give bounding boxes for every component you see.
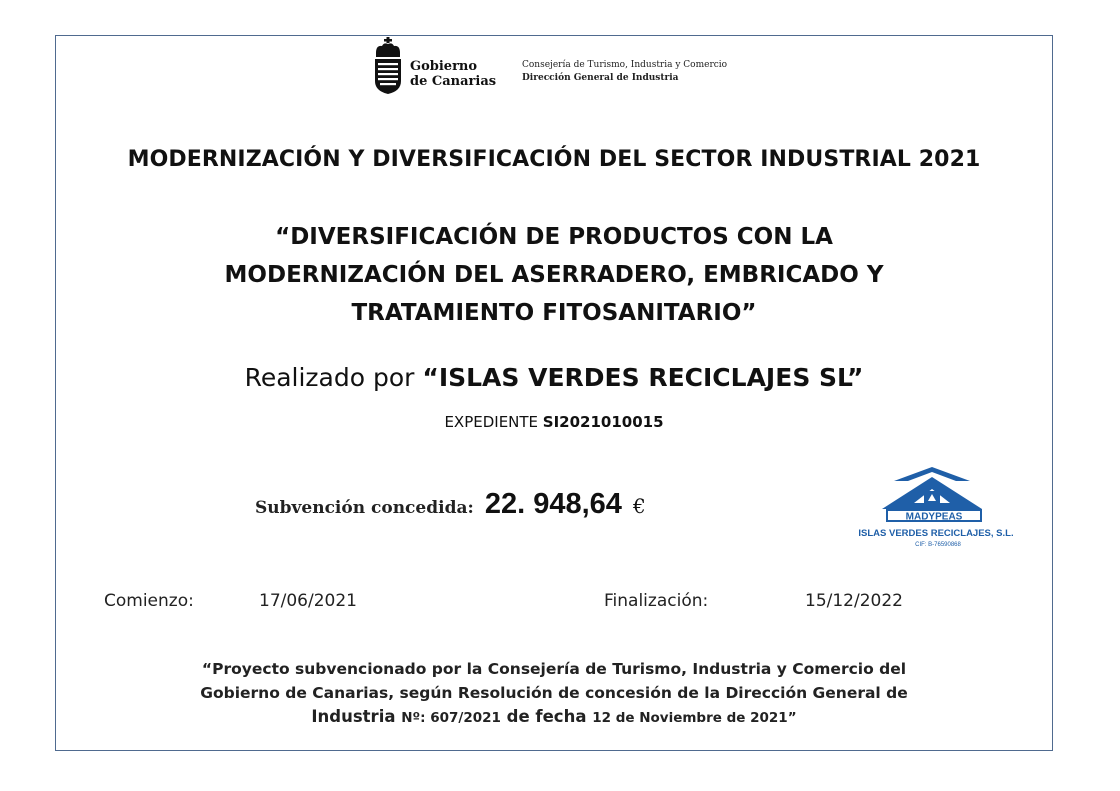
expediente-line (55, 413, 1053, 431)
resolution-date: 12 de Noviembre de 2021” (592, 710, 797, 726)
end-label: Finalización: (604, 591, 709, 611)
government-header (371, 37, 791, 95)
gobierno-line2: de Canarias (410, 74, 497, 89)
logo-subtitle: ISLAS VERDES RECICLAJES, S.L. (858, 528, 1014, 539)
end-date: 15/12/2022 (805, 591, 903, 611)
start-label: Comienzo: (104, 591, 194, 611)
canarias-crest-icon (371, 37, 405, 95)
program-title: MODERNIZACIÓN Y DIVERSIFICACIÓN DEL SECTOR INDUSTRIAL 2021 (127, 147, 981, 172)
funding-note-line: Gobierno de Canarias, según Resolución de concesión de la Dirección General de (200, 684, 908, 702)
project-title (55, 218, 1053, 332)
funding-note-industria: Industria (311, 707, 402, 726)
made-by-prefix: Realizado por (244, 363, 423, 392)
consejeria-block (522, 59, 727, 85)
expediente-number: SI2021010015 (542, 413, 664, 431)
project-title-line: MODERNIZACIÓN DEL ASERRADERO, EMBRICADO Y (224, 262, 884, 288)
funding-note-de-fecha: de fecha (500, 707, 593, 726)
subsidy-label: Subvención concedida: (255, 498, 474, 518)
subsidy-amount: 22. 948,64 (484, 488, 622, 520)
logo-brand: MADYPEAS (905, 511, 963, 523)
document-frame (55, 35, 1053, 751)
logo-cif: CIF: B-76590868 (915, 542, 961, 548)
gobierno-name (410, 59, 496, 89)
funding-note-line: “Proyecto subvencionado por la Consejería de Turismo, Industria y Comercio del (201, 660, 907, 678)
gobierno-line1: Gobierno (410, 59, 478, 74)
company-logo (852, 467, 1020, 551)
project-title-line: “DIVERSIFICACIÓN DE PRODUCTOS CON LA (275, 224, 833, 250)
funding-note-line (55, 705, 1053, 730)
funding-note (55, 657, 1053, 730)
subsidy-line (255, 488, 646, 521)
project-title-line: TRATAMIENTO FITOSANITARIO” (351, 300, 757, 326)
company-name: “ISLAS VERDES RECICLAJES SL” (422, 363, 864, 392)
direccion-general: Dirección General de Industria (522, 73, 679, 83)
resolution-number: Nº: 607/2021 (401, 710, 501, 726)
start-date: 17/06/2021 (259, 591, 357, 611)
made-by-line (55, 363, 1053, 392)
subsidy-currency: € (633, 494, 646, 518)
expediente-label: EXPEDIENTE (444, 413, 543, 431)
consejeria-name: Consejería de Turismo, Industria y Comercio (522, 60, 728, 70)
